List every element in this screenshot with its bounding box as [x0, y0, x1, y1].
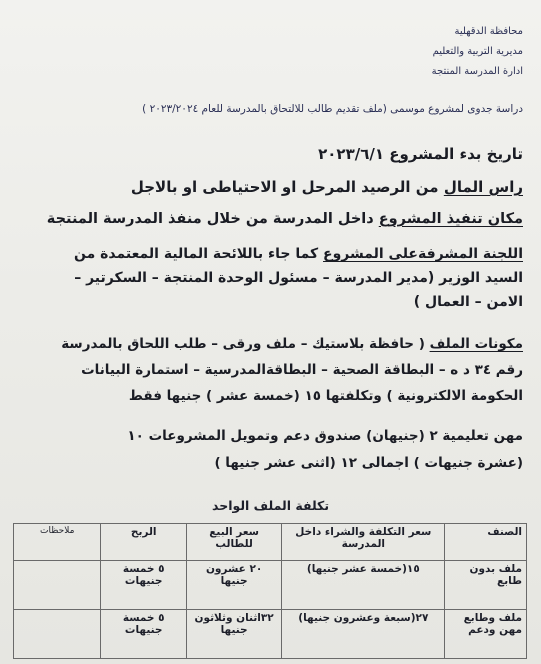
cell-notes: [14, 610, 101, 659]
header-cost: سعر التكلفة والشراء داخل المدرسة: [282, 524, 445, 561]
header-item: الصنف: [445, 524, 527, 561]
cost-table: [13, 523, 527, 659]
capital-line: [131, 178, 523, 196]
cell-profit: ٥ خمسة جنيهات: [101, 610, 187, 659]
header-sale: سعر البيع للطالب: [186, 524, 281, 561]
table-header-row: [14, 524, 527, 561]
governorate-header: محافظة الدقهلية: [454, 26, 523, 37]
components-line-3: الحكومة الالكترونية ) وتكلفتها ١٥ (خمسة عشر ) جنيها فقط: [128, 388, 523, 404]
cell-cost: ٢٧(سبعة وعشرون جنيها): [282, 610, 445, 659]
cell-cost: ١٥(خمسة عشر جنيها): [282, 561, 445, 610]
committee-label: اللجنة المشرفةعلى المشروع: [323, 246, 523, 262]
header-profit: الربح: [101, 524, 187, 561]
cell-notes: [14, 561, 101, 610]
cell-sale: ٢٠ عشرون جنيها: [186, 561, 281, 610]
study-title-line: دراسة جدوى لمشروع موسمى (ملف تقديم طالب للالتحاق بالمدرسة للعام ٢٠٢٣/٢٠٢٤ ): [142, 103, 523, 115]
table-row: [14, 610, 527, 659]
header-notes: ملاحظات: [14, 524, 101, 561]
committee-line-2: السيد الوزير (مدير المدرسة – مسئول الوحدة المنتجة – السكرتير –: [74, 270, 523, 286]
capital-label: راس المال: [443, 178, 523, 196]
table-row: [14, 561, 527, 610]
location-label: مكان تنفيذ المشروع: [378, 211, 523, 227]
location-text: داخل المدرسة من خلال منفذ المدرسة المنتجة: [46, 211, 379, 227]
components-line: [61, 336, 523, 352]
committee-text: كما جاء باللائحة المالية المعتمدة من: [74, 246, 324, 262]
components-line-2: رقم ٣٤ د ه – البطاقة الصحية – البطاقةالمدرسية – استمارة البيانات: [81, 362, 523, 378]
department-header: ادارة المدرسة المنتجة: [431, 66, 523, 77]
directorate-header: مديرية التربية والتعليم: [432, 46, 523, 57]
location-line: [47, 211, 523, 227]
cell-item: ملف بدون طابع: [445, 561, 527, 610]
cell-profit: ٥ خمسة جنيهات: [101, 561, 187, 610]
fees-line-2: (عشرة جنيهات ) اجمالى ١٢ (اثنى عشر جنيها ): [214, 455, 523, 471]
start-date: تاريخ بدء المشروع ٢٠٢٣/٦/١: [318, 145, 523, 163]
capital-text: من الرصيد المرحل او الاحتياطى او بالاجل: [130, 178, 444, 196]
committee-line: [74, 246, 523, 262]
committee-line-3: الامن – العمال ): [413, 294, 523, 310]
components-text: ( حافظة بلاستيك – ملف ورقى – طلب اللحاق بالمدرسة: [61, 336, 430, 352]
fees-line-1: مهن تعليمية ٢ (جنيهان) صندوق دعم وتمويل المشروعات ١٠: [127, 428, 523, 444]
cell-item: ملف وطابع مهن ودعم: [445, 610, 527, 659]
feasibility-study-title: [142, 103, 523, 115]
components-label: مكونات الملف: [429, 336, 523, 352]
table-title: تكلفة الملف الواحد: [211, 498, 330, 513]
cell-sale: ٣٢اثنان وثلاثون جنيها: [186, 610, 281, 659]
